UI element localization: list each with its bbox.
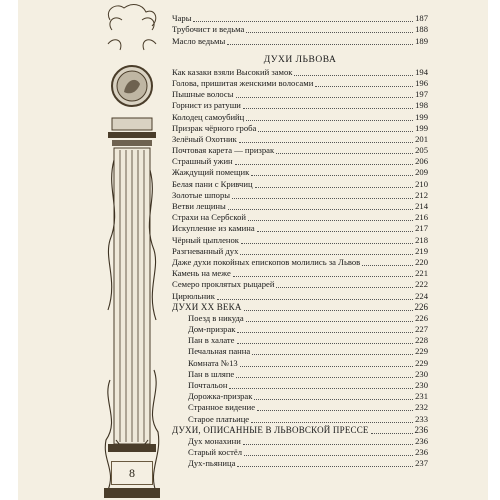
entry-page: 218 xyxy=(415,234,428,245)
toc-entry xyxy=(172,89,428,100)
entry-page: 194 xyxy=(415,66,428,77)
dot-leader xyxy=(257,410,413,411)
dot-leader xyxy=(240,366,413,367)
dot-leader xyxy=(239,142,413,143)
dot-leader xyxy=(228,209,413,210)
entry-page: 209 xyxy=(415,167,428,178)
dot-leader xyxy=(235,164,413,165)
entry-title: Поезд в никуда xyxy=(172,313,246,324)
entry-title: Чёрный цыпленок xyxy=(172,234,239,245)
entry-title: Пышные волосы xyxy=(172,89,234,100)
toc-entry xyxy=(172,167,428,178)
entry-title: Дух-пьяница xyxy=(172,458,237,469)
section-press-entries xyxy=(172,436,428,470)
entry-page: 221 xyxy=(415,268,428,279)
entry-page: 199 xyxy=(415,111,428,122)
dot-leader xyxy=(193,21,413,22)
entry-page: 205 xyxy=(415,145,428,156)
toc-entry xyxy=(172,246,428,257)
section-page: 226 xyxy=(414,301,428,312)
entry-page: 216 xyxy=(415,212,428,223)
entry-title: Камень на меже xyxy=(172,268,231,279)
dot-leader xyxy=(315,86,413,87)
toc-entry xyxy=(172,123,428,134)
dot-leader xyxy=(276,287,413,288)
toc-entry xyxy=(172,268,428,279)
entry-title: Пан в халате xyxy=(172,335,237,346)
entry-page: 224 xyxy=(415,290,428,301)
entry-page: 210 xyxy=(415,178,428,189)
toc-entry xyxy=(172,391,428,402)
book-page xyxy=(18,0,488,500)
entry-title: Странное видение xyxy=(172,402,257,413)
dot-leader xyxy=(251,175,413,176)
entry-page: 188 xyxy=(415,24,428,35)
toc-entry xyxy=(172,190,428,201)
entry-page: 230 xyxy=(415,380,428,390)
page-number xyxy=(111,461,153,485)
entry-page: 230 xyxy=(415,368,428,379)
dot-leader xyxy=(371,433,413,434)
toc-entry xyxy=(172,223,428,234)
toc-entry xyxy=(172,436,428,447)
entry-page: 198 xyxy=(415,100,428,111)
decorative-column-ornament xyxy=(102,0,162,500)
toc-entry xyxy=(172,313,428,324)
toc-entry xyxy=(172,369,428,380)
entry-title: Почтальон xyxy=(172,380,229,391)
section-title-xx: ДУХИ XX ВЕКА xyxy=(172,301,242,312)
dot-leader xyxy=(251,422,413,423)
toc-entry xyxy=(172,156,428,167)
entry-title: Комната №13 xyxy=(172,358,240,369)
toc-entry xyxy=(172,212,428,223)
entry-title: Семеро проклятых рыцарей xyxy=(172,279,275,290)
toc-entry xyxy=(172,335,428,346)
entry-page: 228 xyxy=(415,335,428,346)
section-xx-entries xyxy=(172,313,428,425)
entry-page: 220 xyxy=(415,256,428,267)
toc-entry xyxy=(172,324,428,335)
dot-leader xyxy=(237,332,413,333)
dot-leader xyxy=(243,444,413,445)
toc-entry xyxy=(172,134,428,145)
entry-page: 196 xyxy=(415,77,428,88)
dot-leader xyxy=(246,32,413,33)
section-heading-press xyxy=(172,425,428,436)
entry-page: 197 xyxy=(415,89,428,100)
entry-title: Дорожка-призрак xyxy=(172,391,254,402)
dot-leader xyxy=(241,243,413,244)
toc-entry xyxy=(172,447,428,458)
toc-entry xyxy=(172,290,428,301)
toc-entry xyxy=(172,402,428,413)
dot-leader xyxy=(248,220,413,221)
page-number-text: 8 xyxy=(129,465,135,480)
dot-leader xyxy=(246,321,413,322)
toc-entry xyxy=(172,78,428,89)
entry-title: Разгневанный дух xyxy=(172,245,239,256)
entry-page: 232 xyxy=(415,402,428,413)
entry-page: 189 xyxy=(415,35,428,46)
toc-entry xyxy=(172,13,428,24)
entry-title: Трубочист и ведьма xyxy=(172,24,245,35)
dot-leader xyxy=(362,265,413,266)
dot-leader xyxy=(233,276,413,277)
toc-entry xyxy=(172,413,428,424)
dot-leader xyxy=(227,44,413,45)
dot-leader xyxy=(229,388,413,389)
entry-title: Белая пани с Кривчиц xyxy=(172,178,253,189)
toc-entry xyxy=(172,111,428,122)
toc-entry xyxy=(172,67,428,78)
section-page: 236 xyxy=(414,424,428,435)
entry-title: Призрак чёрного гроба xyxy=(172,122,257,133)
section-heading-xx xyxy=(172,302,428,313)
entry-page: 229 xyxy=(415,346,428,357)
entry-title: Дом-призрак xyxy=(172,324,237,335)
toc-entry xyxy=(172,380,428,391)
entry-page: 217 xyxy=(415,223,428,234)
entry-page: 187 xyxy=(415,13,428,24)
toc-entry xyxy=(172,178,428,189)
dot-leader xyxy=(236,97,414,98)
entry-title: Страхи на Сербской xyxy=(172,212,246,223)
entry-title: Даже духи покойных епископов молились за Львов xyxy=(172,256,361,267)
section-title-lviv: ДУХИ ЛЬВОВА xyxy=(263,54,337,65)
entry-title: Страшный ужин xyxy=(172,156,233,167)
dot-leader xyxy=(246,120,413,121)
top-entries xyxy=(172,13,428,47)
entry-page: 236 xyxy=(415,435,428,446)
entry-page: 231 xyxy=(415,391,428,402)
dot-leader xyxy=(258,131,413,132)
toc-entry xyxy=(172,257,428,268)
entry-title: Дух монахини xyxy=(172,436,243,447)
dot-leader xyxy=(244,455,413,456)
toc-entry xyxy=(172,234,428,245)
entry-title: Колодец самоубийц xyxy=(172,111,245,122)
entry-title: Печальная панна xyxy=(172,346,252,357)
entry-title: Как казаки взяли Высокий замок xyxy=(172,66,293,77)
entry-title: Масло ведьмы xyxy=(172,35,226,46)
entry-page: 219 xyxy=(415,245,428,256)
dot-leader xyxy=(254,399,413,400)
entry-title: Пан в шляпе xyxy=(172,369,236,380)
entry-title: Ветви лещины xyxy=(172,201,226,211)
entry-title: Старое платьице xyxy=(172,414,251,425)
dot-leader xyxy=(232,198,413,199)
dot-leader xyxy=(257,231,413,232)
dot-leader xyxy=(237,343,414,344)
entry-page: 212 xyxy=(415,189,428,200)
entry-page: 233 xyxy=(415,413,428,424)
toc-entry xyxy=(172,458,428,469)
entry-page: 214 xyxy=(415,201,428,211)
dot-leader xyxy=(240,254,413,255)
dot-leader xyxy=(236,377,413,378)
dot-leader xyxy=(244,310,413,311)
toc-entry xyxy=(172,279,428,290)
table-of-contents xyxy=(172,13,428,469)
dot-leader xyxy=(243,108,413,109)
entry-title: Искупление из камина xyxy=(172,223,255,234)
dot-leader xyxy=(276,153,413,154)
dot-leader xyxy=(294,75,413,76)
entry-page: 226 xyxy=(415,312,428,323)
entry-title: Старый костёл xyxy=(172,447,244,458)
toc-entry xyxy=(172,24,428,35)
entry-page: 236 xyxy=(415,447,428,458)
toc-entry xyxy=(172,100,428,111)
entry-page: 222 xyxy=(415,279,428,290)
toc-entry xyxy=(172,35,428,46)
toc-entry xyxy=(172,201,428,212)
dot-leader xyxy=(217,299,413,300)
toc-entry xyxy=(172,357,428,368)
entry-title: Голова, пришитая женскими волосами xyxy=(172,77,314,88)
toc-entry xyxy=(172,145,428,156)
entry-page: 227 xyxy=(415,324,428,335)
entry-title: Зелёный Охотник xyxy=(172,133,237,144)
dot-leader xyxy=(252,354,413,355)
entry-page: 229 xyxy=(415,357,428,368)
entry-title: Золотые шпоры xyxy=(172,189,231,200)
entry-title: Цирюльник xyxy=(172,290,215,301)
section-lviv-entries xyxy=(172,67,428,302)
entry-page: 237 xyxy=(415,458,428,469)
dot-leader xyxy=(237,466,413,467)
toc-entry xyxy=(172,346,428,357)
entry-title: Чары xyxy=(172,13,192,24)
entry-title: Горнист из ратуши xyxy=(172,100,241,111)
entry-title: Жаждущий помещик xyxy=(172,167,250,178)
section-title-press: ДУХИ, ОПИСАННЫЕ В ЛЬВОВСКОЙ ПРЕССЕ xyxy=(172,424,369,435)
dot-leader xyxy=(255,187,414,188)
entry-page: 199 xyxy=(415,122,428,133)
entry-title: Почтовая карета — призрак xyxy=(172,145,275,156)
entry-page: 201 xyxy=(415,133,428,144)
entry-page: 206 xyxy=(415,156,428,167)
